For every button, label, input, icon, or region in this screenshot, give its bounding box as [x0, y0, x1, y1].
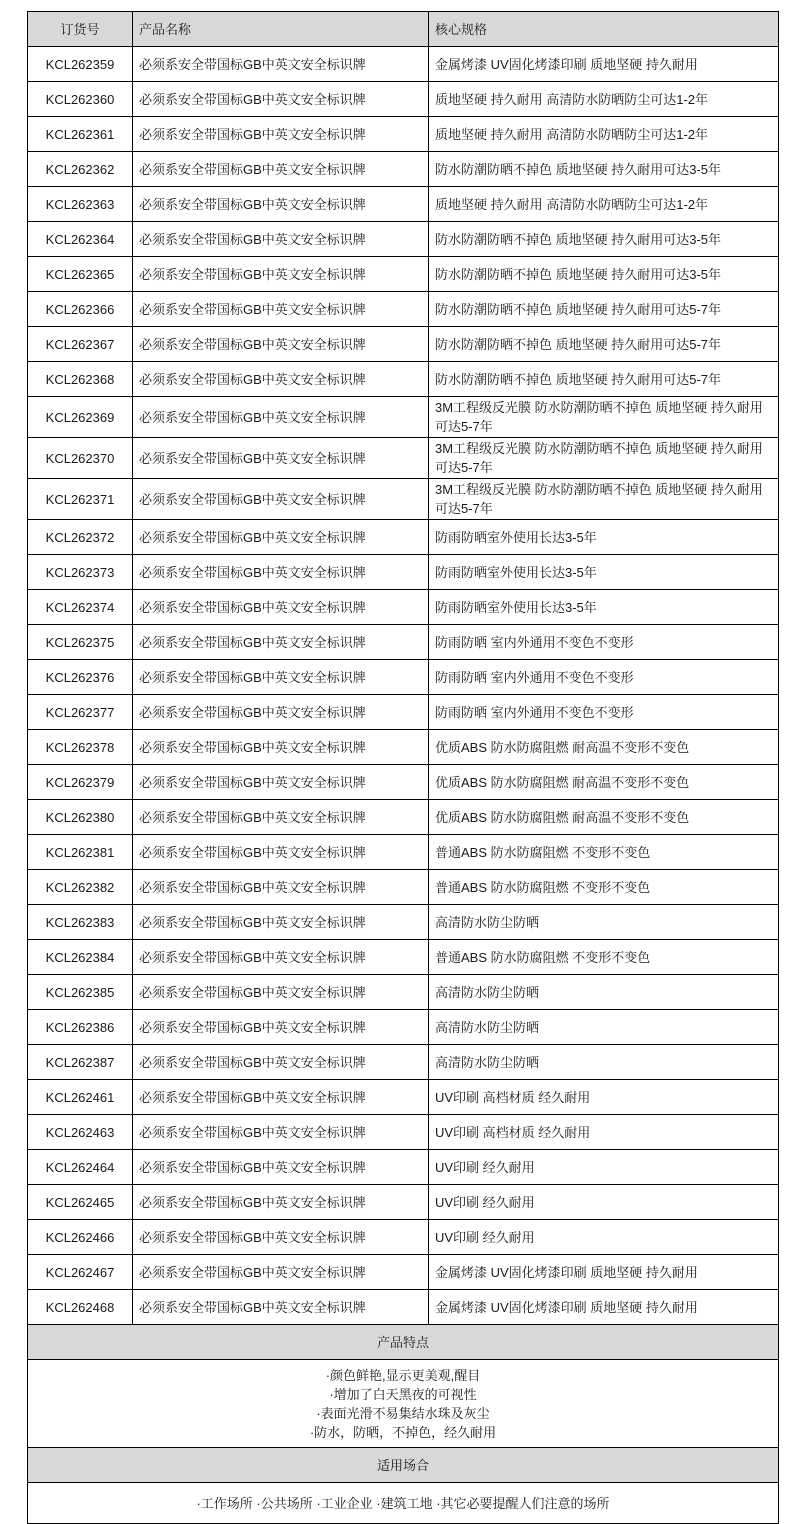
cell-core-spec: 防雨防晒 室内外通用不变色不变形: [429, 625, 779, 660]
features-content-row: [28, 1360, 779, 1448]
cell-order-number: KCL262464: [28, 1150, 133, 1185]
cell-core-spec: UV印刷 高档材质 经久耐用: [429, 1115, 779, 1150]
cell-core-spec: 金属烤漆 UV固化烤漆印刷 质地坚硬 持久耐用: [429, 1290, 779, 1325]
cell-core-spec: 优质ABS 防水防腐阻燃 耐高温不变形不变色: [429, 765, 779, 800]
cell-order-number: KCL262467: [28, 1255, 133, 1290]
cell-order-number: KCL262465: [28, 1185, 133, 1220]
cell-product-name: 必须系安全带国标GB中英文安全标识牌: [133, 47, 429, 82]
cell-product-name: 必须系安全带国标GB中英文安全标识牌: [133, 1185, 429, 1220]
cell-product-name: 必须系安全带国标GB中英文安全标识牌: [133, 438, 429, 479]
cell-core-spec: 优质ABS 防水防腐阻燃 耐高温不变形不变色: [429, 800, 779, 835]
table-row: [28, 222, 779, 257]
cell-core-spec: 防雨防晒室外使用长达3-5年: [429, 555, 779, 590]
feature-item: ·增加了白天黑夜的可视性: [329, 1387, 477, 1402]
cell-order-number: KCL262368: [28, 362, 133, 397]
table-row: [28, 1220, 779, 1255]
cell-product-name: 必须系安全带国标GB中英文安全标识牌: [133, 695, 429, 730]
cell-core-spec: 高清防水防尘防晒: [429, 905, 779, 940]
table-row: [28, 730, 779, 765]
feature-item: ·防水，防晒，不掉色，经久耐用: [309, 1425, 497, 1440]
cell-order-number: KCL262370: [28, 438, 133, 479]
cell-product-name: 必须系安全带国标GB中英文安全标识牌: [133, 187, 429, 222]
cell-order-number: KCL262379: [28, 765, 133, 800]
cell-product-name: 必须系安全带国标GB中英文安全标识牌: [133, 730, 429, 765]
cell-core-spec: 金属烤漆 UV固化烤漆印刷 质地坚硬 持久耐用: [429, 47, 779, 82]
cell-product-name: 必须系安全带国标GB中英文安全标识牌: [133, 800, 429, 835]
cell-product-name: 必须系安全带国标GB中英文安全标识牌: [133, 1150, 429, 1185]
cell-product-name: 必须系安全带国标GB中英文安全标识牌: [133, 1010, 429, 1045]
cell-product-name: 必须系安全带国标GB中英文安全标识牌: [133, 625, 429, 660]
cell-product-name: 必须系安全带国标GB中英文安全标识牌: [133, 835, 429, 870]
header-row: [28, 12, 779, 47]
cell-core-spec: UV印刷 经久耐用: [429, 1185, 779, 1220]
table-row: [28, 362, 779, 397]
table-row: [28, 438, 779, 479]
cell-order-number: KCL262386: [28, 1010, 133, 1045]
cell-order-number: KCL262387: [28, 1045, 133, 1080]
table-row: [28, 1045, 779, 1080]
cell-core-spec: 普通ABS 防水防腐阻燃 不变形不变色: [429, 870, 779, 905]
cell-product-name: 必须系安全带国标GB中英文安全标识牌: [133, 975, 429, 1010]
table-row: [28, 835, 779, 870]
column-header-product-name: 产品名称: [133, 12, 429, 47]
table-row: [28, 1150, 779, 1185]
table-row: [28, 82, 779, 117]
table-row: [28, 1080, 779, 1115]
cell-product-name: 必须系安全带国标GB中英文安全标识牌: [133, 397, 429, 438]
cell-product-name: 必须系安全带国标GB中英文安全标识牌: [133, 479, 429, 520]
cell-core-spec: 普通ABS 防水防腐阻燃 不变形不变色: [429, 835, 779, 870]
cell-order-number: KCL262468: [28, 1290, 133, 1325]
cell-core-spec: 普通ABS 防水防腐阻燃 不变形不变色: [429, 940, 779, 975]
cell-order-number: KCL262371: [28, 479, 133, 520]
cell-order-number: KCL262461: [28, 1080, 133, 1115]
cell-core-spec: UV印刷 高档材质 经久耐用: [429, 1080, 779, 1115]
table-row: [28, 479, 779, 520]
cell-order-number: KCL262360: [28, 82, 133, 117]
cell-order-number: KCL262384: [28, 940, 133, 975]
table-row: [28, 1185, 779, 1220]
cell-order-number: KCL262366: [28, 292, 133, 327]
table-row: [28, 905, 779, 940]
cell-order-number: KCL262383: [28, 905, 133, 940]
table-footer-sections: [28, 1325, 779, 1524]
product-spec-table: [27, 11, 779, 1524]
cell-core-spec: 防水防潮防晒不掉色 质地坚硬 持久耐用可达3-5年: [429, 222, 779, 257]
cell-product-name: 必须系安全带国标GB中英文安全标识牌: [133, 1220, 429, 1255]
cell-order-number: KCL262372: [28, 520, 133, 555]
cell-core-spec: 防水防潮防晒不掉色 质地坚硬 持久耐用可达5-7年: [429, 292, 779, 327]
table-row: [28, 520, 779, 555]
cell-core-spec: 防雨防晒室外使用长达3-5年: [429, 590, 779, 625]
cell-order-number: KCL262463: [28, 1115, 133, 1150]
cell-product-name: 必须系安全带国标GB中英文安全标识牌: [133, 870, 429, 905]
cell-order-number: KCL262361: [28, 117, 133, 152]
table-row: [28, 397, 779, 438]
feature-item: ·表面光滑不易集结水珠及灰尘: [316, 1406, 490, 1421]
cell-product-name: 必须系安全带国标GB中英文安全标识牌: [133, 222, 429, 257]
table-row: [28, 327, 779, 362]
cell-core-spec: 防水防潮防晒不掉色 质地坚硬 持久耐用可达5-7年: [429, 362, 779, 397]
cell-order-number: KCL262376: [28, 660, 133, 695]
cell-core-spec: 质地坚硬 持久耐用 高清防水防晒防尘可达1-2年: [429, 117, 779, 152]
table-row: [28, 555, 779, 590]
cell-order-number: KCL262378: [28, 730, 133, 765]
cell-product-name: 必须系安全带国标GB中英文安全标识牌: [133, 555, 429, 590]
table-row: [28, 625, 779, 660]
table-row: [28, 187, 779, 222]
cell-core-spec: 质地坚硬 持久耐用 高清防水防晒防尘可达1-2年: [429, 82, 779, 117]
table-row: [28, 1255, 779, 1290]
column-header-core-spec: 核心规格: [429, 12, 779, 47]
table-row: [28, 292, 779, 327]
cell-core-spec: 防雨防晒 室内外通用不变色不变形: [429, 695, 779, 730]
cell-core-spec: 金属烤漆 UV固化烤漆印刷 质地坚硬 持久耐用: [429, 1255, 779, 1290]
cell-order-number: KCL262369: [28, 397, 133, 438]
cell-core-spec: 防雨防晒室外使用长达3-5年: [429, 520, 779, 555]
cell-product-name: 必须系安全带国标GB中英文安全标识牌: [133, 292, 429, 327]
features-list: [28, 1360, 779, 1448]
scenarios-title-row: [28, 1448, 779, 1483]
cell-core-spec: 高清防水防尘防晒: [429, 1010, 779, 1045]
cell-order-number: KCL262377: [28, 695, 133, 730]
cell-product-name: 必须系安全带国标GB中英文安全标识牌: [133, 1045, 429, 1080]
cell-order-number: KCL262374: [28, 590, 133, 625]
cell-product-name: 必须系安全带国标GB中英文安全标识牌: [133, 1290, 429, 1325]
cell-product-name: 必须系安全带国标GB中英文安全标识牌: [133, 940, 429, 975]
cell-core-spec: 高清防水防尘防晒: [429, 1045, 779, 1080]
table-row: [28, 1010, 779, 1045]
features-section-title: 产品特点: [28, 1325, 779, 1360]
table-row: [28, 870, 779, 905]
cell-product-name: 必须系安全带国标GB中英文安全标识牌: [133, 82, 429, 117]
scenarios-content-row: [28, 1483, 779, 1524]
cell-product-name: 必须系安全带国标GB中英文安全标识牌: [133, 152, 429, 187]
cell-product-name: 必须系安全带国标GB中英文安全标识牌: [133, 1115, 429, 1150]
table-row: [28, 117, 779, 152]
cell-core-spec: 防水防潮防晒不掉色 质地坚硬 持久耐用可达3-5年: [429, 152, 779, 187]
table-row: [28, 800, 779, 835]
table-row: [28, 152, 779, 187]
cell-product-name: 必须系安全带国标GB中英文安全标识牌: [133, 1255, 429, 1290]
cell-core-spec: 质地坚硬 持久耐用 高清防水防晒防尘可达1-2年: [429, 187, 779, 222]
cell-order-number: KCL262367: [28, 327, 133, 362]
cell-order-number: KCL262363: [28, 187, 133, 222]
scenarios-text: ·工作场所 ·公共场所 ·工业企业 ·建筑工地 ·其它必要提醒人们注意的场所: [28, 1483, 779, 1524]
table-row: [28, 940, 779, 975]
cell-order-number: KCL262380: [28, 800, 133, 835]
cell-core-spec: UV印刷 经久耐用: [429, 1220, 779, 1255]
cell-order-number: KCL262373: [28, 555, 133, 590]
table-row: [28, 660, 779, 695]
cell-product-name: 必须系安全带国标GB中英文安全标识牌: [133, 117, 429, 152]
cell-product-name: 必须系安全带国标GB中英文安全标识牌: [133, 590, 429, 625]
table-row: [28, 257, 779, 292]
table-row: [28, 1290, 779, 1325]
cell-order-number: KCL262359: [28, 47, 133, 82]
cell-order-number: KCL262375: [28, 625, 133, 660]
table-header: [28, 12, 779, 47]
feature-item: ·颜色鲜艳,显示更美观,醒目: [325, 1368, 481, 1383]
cell-order-number: KCL262466: [28, 1220, 133, 1255]
table-row: [28, 975, 779, 1010]
cell-core-spec: 防水防潮防晒不掉色 质地坚硬 持久耐用可达3-5年: [429, 257, 779, 292]
cell-order-number: KCL262385: [28, 975, 133, 1010]
cell-product-name: 必须系安全带国标GB中英文安全标识牌: [133, 327, 429, 362]
scenarios-section-title: 适用场合: [28, 1448, 779, 1483]
table-row: [28, 47, 779, 82]
column-header-order-number: 订货号: [28, 12, 133, 47]
features-title-row: [28, 1325, 779, 1360]
cell-product-name: 必须系安全带国标GB中英文安全标识牌: [133, 660, 429, 695]
cell-core-spec: 3M工程级反光膜 防水防潮防晒不掉色 质地坚硬 持久耐用可达5-7年: [429, 479, 779, 520]
table-row: [28, 590, 779, 625]
cell-core-spec: 3M工程级反光膜 防水防潮防晒不掉色 质地坚硬 持久耐用可达5-7年: [429, 397, 779, 438]
cell-product-name: 必须系安全带国标GB中英文安全标识牌: [133, 765, 429, 800]
cell-order-number: KCL262382: [28, 870, 133, 905]
table-row: [28, 695, 779, 730]
table-row: [28, 765, 779, 800]
cell-core-spec: 优质ABS 防水防腐阻燃 耐高温不变形不变色: [429, 730, 779, 765]
cell-core-spec: 3M工程级反光膜 防水防潮防晒不掉色 质地坚硬 持久耐用可达5-7年: [429, 438, 779, 479]
cell-core-spec: UV印刷 经久耐用: [429, 1150, 779, 1185]
cell-product-name: 必须系安全带国标GB中英文安全标识牌: [133, 257, 429, 292]
cell-product-name: 必须系安全带国标GB中英文安全标识牌: [133, 520, 429, 555]
cell-core-spec: 高清防水防尘防晒: [429, 975, 779, 1010]
cell-product-name: 必须系安全带国标GB中英文安全标识牌: [133, 905, 429, 940]
cell-order-number: KCL262364: [28, 222, 133, 257]
cell-core-spec: 防雨防晒 室内外通用不变色不变形: [429, 660, 779, 695]
table-body: [28, 47, 779, 1325]
cell-product-name: 必须系安全带国标GB中英文安全标识牌: [133, 362, 429, 397]
cell-order-number: KCL262365: [28, 257, 133, 292]
cell-core-spec: 防水防潮防晒不掉色 质地坚硬 持久耐用可达5-7年: [429, 327, 779, 362]
cell-order-number: KCL262381: [28, 835, 133, 870]
cell-order-number: KCL262362: [28, 152, 133, 187]
cell-product-name: 必须系安全带国标GB中英文安全标识牌: [133, 1080, 429, 1115]
table-row: [28, 1115, 779, 1150]
